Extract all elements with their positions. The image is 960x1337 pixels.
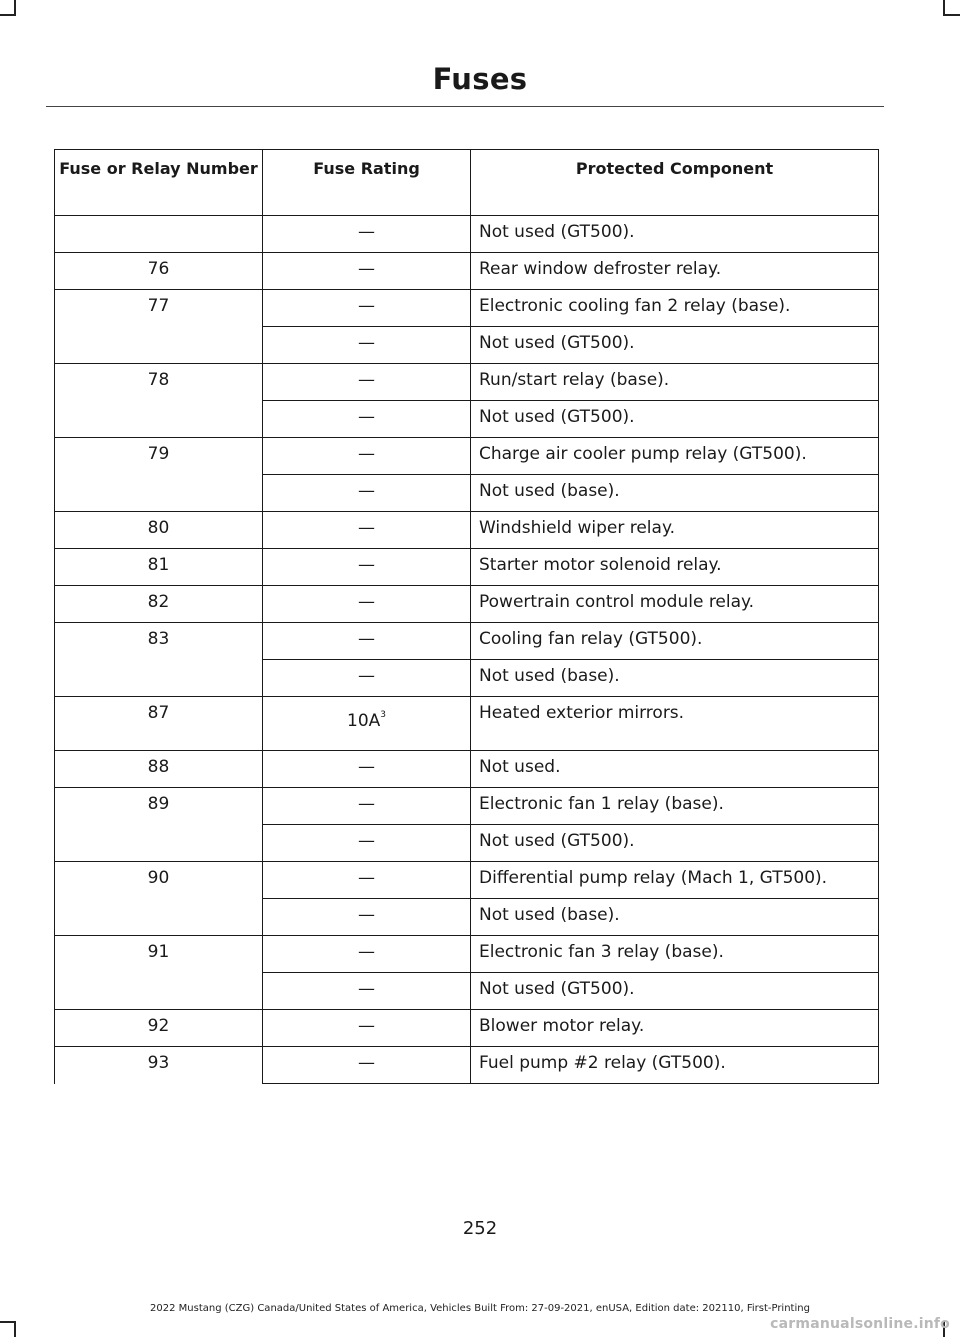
protected-component-cell: Not used (base). bbox=[471, 475, 879, 512]
fuse-rating-cell bbox=[263, 623, 471, 660]
protected-component-cell: Not used (GT500). bbox=[471, 216, 879, 253]
fuse-rating-cell bbox=[263, 327, 471, 364]
fuse-rating-cell bbox=[263, 825, 471, 862]
protected-component-cell: Heated exterior mirrors. bbox=[471, 697, 879, 751]
fuse-number-cell: 91 bbox=[55, 936, 263, 1010]
protected-component-cell: Electronic cooling fan 2 relay (base). bbox=[471, 290, 879, 327]
fuse-rating-cell bbox=[263, 586, 471, 623]
protected-component-cell: Blower motor relay. bbox=[471, 1010, 879, 1047]
protected-component-cell: Cooling fan relay (GT500). bbox=[471, 623, 879, 660]
fuse-number-cell: 92 bbox=[55, 1010, 263, 1047]
table-header-row bbox=[55, 150, 879, 216]
protected-component-cell: Not used (GT500). bbox=[471, 327, 879, 364]
fuse-rating-value: — bbox=[358, 666, 375, 686]
table-row bbox=[55, 438, 879, 475]
protected-component-cell: Not used (GT500). bbox=[471, 825, 879, 862]
header-fuse-number: Fuse or Relay Number bbox=[55, 150, 263, 216]
fuse-rating-cell bbox=[263, 697, 471, 751]
fuse-rating-value: — bbox=[358, 518, 375, 538]
table-row bbox=[55, 623, 879, 660]
protected-component-cell: Fuel pump #2 relay (GT500). bbox=[471, 1047, 879, 1084]
fuse-rating-value: — bbox=[358, 444, 375, 464]
table-row bbox=[55, 586, 879, 623]
fuse-number-cell: 93 bbox=[55, 1047, 263, 1084]
fuse-number-cell: 83 bbox=[55, 623, 263, 697]
fuse-rating-cell bbox=[263, 899, 471, 936]
protected-component-cell: Differential pump relay (Mach 1, GT500). bbox=[471, 862, 879, 899]
fuse-rating-value: — bbox=[358, 629, 375, 649]
table-row bbox=[55, 253, 879, 290]
table-row bbox=[55, 751, 879, 788]
page-title: Fuses bbox=[432, 62, 528, 96]
table-row bbox=[55, 290, 879, 327]
protected-component-cell: Electronic fan 3 relay (base). bbox=[471, 936, 879, 973]
fuse-rating-value: — bbox=[358, 1053, 375, 1073]
fuse-table bbox=[54, 149, 879, 1084]
protected-component-cell: Charge air cooler pump relay (GT500). bbox=[471, 438, 879, 475]
fuse-rating-value: — bbox=[358, 868, 375, 888]
fuse-rating-value: — bbox=[358, 555, 375, 575]
fuse-rating-value: — bbox=[358, 905, 375, 925]
protected-component-cell: Windshield wiper relay. bbox=[471, 512, 879, 549]
protected-component-cell: Not used. bbox=[471, 751, 879, 788]
page-number: 252 bbox=[462, 1218, 498, 1239]
table-row bbox=[55, 1047, 879, 1084]
header-fuse-rating: Fuse Rating bbox=[263, 150, 471, 216]
table-row bbox=[55, 512, 879, 549]
fuse-number-cell: 90 bbox=[55, 862, 263, 936]
fuse-rating-value: — bbox=[358, 481, 375, 501]
fuse-number-cell: 89 bbox=[55, 788, 263, 862]
footnote-marker: 3 bbox=[380, 710, 386, 721]
table-row bbox=[55, 1010, 879, 1047]
fuse-rating-value: — bbox=[358, 222, 375, 242]
fuse-number-cell: 78 bbox=[55, 364, 263, 438]
fuse-rating-cell bbox=[263, 512, 471, 549]
fuse-rating-cell bbox=[263, 973, 471, 1010]
fuse-rating-value: — bbox=[358, 979, 375, 999]
crop-mark-bottom-left-v bbox=[14, 1321, 16, 1337]
fuse-number-cell: 77 bbox=[55, 290, 263, 364]
fuse-rating-value: — bbox=[358, 592, 375, 612]
fuse-rating-value: — bbox=[358, 831, 375, 851]
fuse-rating-cell bbox=[263, 936, 471, 973]
fuse-rating-cell bbox=[263, 253, 471, 290]
table-row bbox=[55, 936, 879, 973]
fuse-rating-cell bbox=[263, 788, 471, 825]
fuse-number-cell: 87 bbox=[55, 697, 263, 751]
fuse-rating-cell bbox=[263, 438, 471, 475]
crop-mark-top-right-h bbox=[944, 14, 960, 16]
protected-component-cell: Not used (GT500). bbox=[471, 401, 879, 438]
fuse-number-cell: 76 bbox=[55, 253, 263, 290]
fuse-rating-cell bbox=[263, 216, 471, 253]
fuse-rating-value: — bbox=[358, 757, 375, 777]
table-row bbox=[55, 862, 879, 899]
table-row bbox=[55, 549, 879, 586]
fuse-rating-value: — bbox=[358, 407, 375, 427]
protected-component-cell: Not used (base). bbox=[471, 660, 879, 697]
fuse-number-cell: 80 bbox=[55, 512, 263, 549]
protected-component-cell: Electronic fan 1 relay (base). bbox=[471, 788, 879, 825]
fuse-number-cell: 88 bbox=[55, 751, 263, 788]
page-footer: 2022 Mustang (CZG) Canada/United States of America, Vehicles Built From: 27-09-2021, enUSA, Edition date: 202110, First-Printing bbox=[150, 1303, 810, 1314]
table-row bbox=[55, 216, 879, 253]
title-divider bbox=[46, 106, 884, 107]
fuse-rating-cell bbox=[263, 862, 471, 899]
fuse-rating-cell bbox=[263, 401, 471, 438]
table-row bbox=[55, 364, 879, 401]
fuse-rating-cell bbox=[263, 364, 471, 401]
fuse-rating-value: — bbox=[358, 370, 375, 390]
fuse-rating-cell bbox=[263, 1010, 471, 1047]
fuse-rating-value: — bbox=[358, 333, 375, 353]
protected-component-cell: Not used (GT500). bbox=[471, 973, 879, 1010]
fuse-rating-value: — bbox=[358, 259, 375, 279]
fuse-number-cell: 81 bbox=[55, 549, 263, 586]
fuse-rating-value: — bbox=[358, 1016, 375, 1036]
fuse-rating-cell bbox=[263, 751, 471, 788]
table-row bbox=[55, 697, 879, 751]
crop-mark-top-left-h bbox=[0, 14, 16, 16]
fuse-number-cell: 79 bbox=[55, 438, 263, 512]
fuse-rating-value: — bbox=[358, 794, 375, 814]
protected-component-cell: Not used (base). bbox=[471, 899, 879, 936]
protected-component-cell: Rear window defroster relay. bbox=[471, 253, 879, 290]
protected-component-cell: Starter motor solenoid relay. bbox=[471, 549, 879, 586]
fuse-rating-value: — bbox=[358, 942, 375, 962]
watermark: carmanualsonline.info bbox=[770, 1316, 950, 1332]
crop-mark-bottom-left-h bbox=[0, 1321, 16, 1323]
protected-component-cell: Powertrain control module relay. bbox=[471, 586, 879, 623]
header-protected-component: Protected Component bbox=[471, 150, 879, 216]
fuse-rating-value: 10A bbox=[347, 711, 381, 731]
table-row bbox=[55, 788, 879, 825]
fuse-rating-cell bbox=[263, 1047, 471, 1084]
fuse-rating-cell bbox=[263, 549, 471, 586]
fuse-number-cell: 82 bbox=[55, 586, 263, 623]
fuse-rating-value: — bbox=[358, 296, 375, 316]
fuse-rating-cell bbox=[263, 660, 471, 697]
fuse-number-cell bbox=[55, 216, 263, 253]
fuse-rating-cell bbox=[263, 290, 471, 327]
fuse-rating-cell bbox=[263, 475, 471, 512]
table-body bbox=[55, 216, 879, 1084]
protected-component-cell: Run/start relay (base). bbox=[471, 364, 879, 401]
